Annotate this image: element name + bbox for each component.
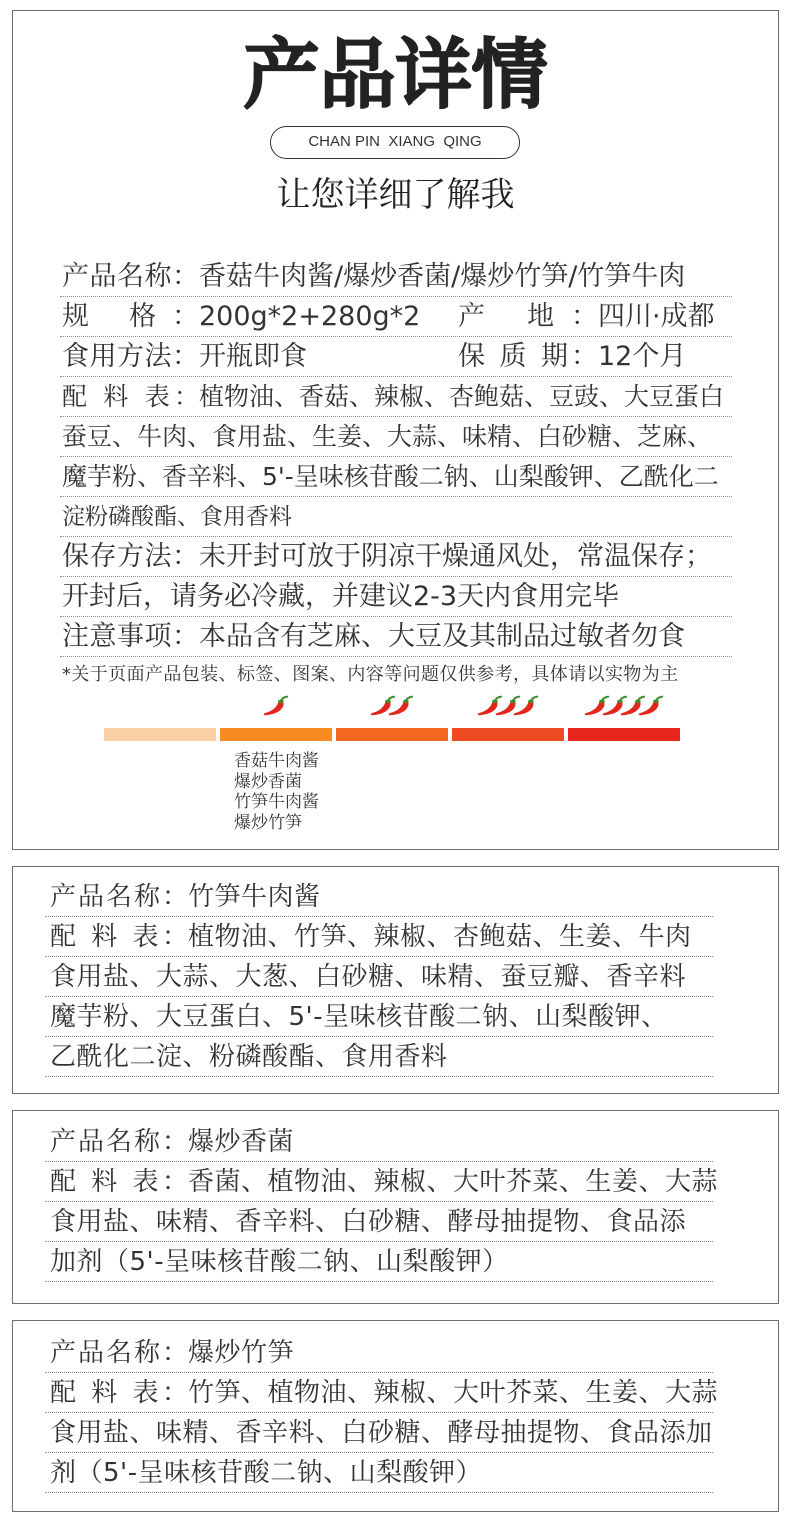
variant-row-ingredients-cont bbox=[45, 1453, 713, 1493]
shelf-life-field bbox=[458, 337, 686, 377]
shelf-life-label: 保 质 期： bbox=[458, 341, 598, 372]
ingredients-line: 植物油、香菇、辣椒、杏鲍菇、豆豉、大豆蛋白 bbox=[199, 382, 725, 411]
spice-product-label: 爆炒香菌 bbox=[234, 771, 302, 792]
storage-line: 未开封可放于阴凉干燥通风处，常温保存； bbox=[199, 541, 712, 572]
variant-ingredients-line: 香菌、植物油、辣椒、大叶芥菜、生姜、大蒜 bbox=[188, 1167, 719, 1197]
notice-label: 注意事项： bbox=[62, 621, 199, 652]
variant-ingredients-label: 配 料 表： bbox=[50, 922, 188, 952]
spec-label: 规 格： bbox=[62, 301, 199, 332]
spice-level-product-list bbox=[234, 751, 319, 833]
ingredients-line: 魔芋粉、香辛料、5'-呈味核苷酸二钠、山梨酸钾、乙酰化二 bbox=[62, 462, 719, 491]
variant-ingredients-line: 食用盐、味精、香辛料、白砂糖、酵母抽提物、食品添加 bbox=[50, 1418, 713, 1448]
variant-name-label: 产品名称： bbox=[50, 1338, 188, 1368]
info-row-ingredients-cont bbox=[60, 457, 732, 497]
info-row-product-name bbox=[60, 257, 732, 297]
chili-pepper-icon bbox=[637, 695, 665, 717]
origin-label: 产 地： bbox=[458, 301, 598, 332]
shelf-life-value: 12个月 bbox=[598, 341, 687, 372]
usage-label: 食用方法： bbox=[62, 341, 199, 372]
variant-row-name bbox=[45, 1333, 713, 1373]
info-row-ingredients-cont bbox=[60, 497, 732, 537]
chili-group-level-3 bbox=[369, 695, 415, 717]
spice-product-label: 竹笋牛肉酱 bbox=[234, 792, 319, 812]
variant-info-table bbox=[45, 877, 713, 1077]
spice-level-1-segment bbox=[104, 728, 216, 741]
variant-row-ingredients-cont bbox=[45, 1202, 713, 1242]
chili-group-level-5 bbox=[583, 695, 665, 717]
variant-row-name bbox=[45, 877, 713, 917]
variant-ingredients-label: 配 料 表： bbox=[50, 1378, 188, 1408]
spice-level-3-segment bbox=[336, 728, 448, 741]
variant-ingredients-line: 植物油、竹笋、辣椒、杏鲍菇、生姜、牛肉 bbox=[188, 922, 692, 952]
info-row-ingredients bbox=[60, 377, 732, 417]
variant-name-value: 爆炒竹笋 bbox=[188, 1338, 295, 1368]
ingredients-line: 淀粉磷酸酯、食用香料 bbox=[62, 504, 292, 530]
product-details-panel bbox=[12, 10, 779, 850]
spice-product-label: 香菇牛肉酱 bbox=[234, 751, 319, 771]
chili-group-level-2 bbox=[262, 695, 290, 717]
spec-value: 200g*2+280g*2 bbox=[199, 301, 421, 332]
spice-level-5-segment bbox=[568, 728, 680, 741]
variant-ingredients-line: 乙酰化二淀、粉磷酸酯、食用香料 bbox=[50, 1042, 448, 1072]
chili-pepper-icon bbox=[262, 695, 290, 717]
spice-product-label: 爆炒竹笋 bbox=[234, 812, 302, 833]
product-name-label: 产品名称： bbox=[62, 261, 199, 292]
page-title: 产品详情 bbox=[243, 30, 548, 119]
product-name-value: 香菇牛肉酱/爆炒香菌/爆炒竹笋/竹笋牛肉 bbox=[199, 261, 686, 292]
storage-line: 开封后，请务必冷藏，并建议2-3天内食用完毕 bbox=[62, 581, 620, 612]
info-row-spec-origin bbox=[60, 297, 732, 337]
storage-label: 保存方法： bbox=[62, 541, 199, 572]
pinyin-pill: CHAN PIN XIANG QING bbox=[270, 126, 520, 159]
spice-level-scale bbox=[13, 695, 778, 731]
variant-panel-fried-mushroom bbox=[12, 1110, 779, 1304]
info-row-ingredients-cont bbox=[60, 417, 732, 457]
variant-row-ingredients-cont bbox=[45, 1242, 713, 1282]
origin-field bbox=[458, 297, 715, 337]
variant-ingredients-line: 竹笋、植物油、辣椒、大叶芥菜、生姜、大蒜 bbox=[188, 1378, 719, 1408]
variant-name-label: 产品名称： bbox=[50, 1127, 188, 1157]
variant-ingredients-line: 魔芋粉、大豆蛋白、5'-呈味核苷酸二钠、山梨酸钾、 bbox=[50, 1002, 668, 1032]
variant-row-ingredients-cont bbox=[45, 957, 713, 997]
variant-info-table bbox=[45, 1333, 719, 1493]
spice-level-2-segment bbox=[220, 728, 332, 741]
variant-name-value: 爆炒香菌 bbox=[188, 1127, 295, 1157]
variant-ingredients-line: 食用盐、大蒜、大葱、白砂糖、味精、蚕豆瓣、香辛料 bbox=[50, 962, 687, 992]
chili-group-level-4 bbox=[476, 695, 540, 717]
variant-panel-bamboo-beef-sauce bbox=[12, 866, 779, 1094]
info-table bbox=[60, 257, 732, 657]
info-row-storage bbox=[60, 537, 732, 577]
ingredients-line: 蚕豆、牛肉、食用盐、生姜、大蒜、味精、白砂糖、芝麻、 bbox=[62, 422, 713, 451]
variant-row-ingredients-cont bbox=[45, 1413, 713, 1453]
variant-ingredients-line: 剂（5'-呈味核苷酸二钠、山梨酸钾） bbox=[50, 1458, 483, 1488]
chili-pepper-icon bbox=[387, 695, 415, 717]
variant-panel-fried-bamboo bbox=[12, 1320, 779, 1512]
info-row-notice bbox=[60, 617, 732, 657]
origin-value: 四川·成都 bbox=[598, 301, 715, 332]
variant-row-ingredients bbox=[45, 917, 713, 957]
usage-value: 开瓶即食 bbox=[199, 341, 307, 372]
disclaimer-note: *关于页面产品包装、标签、图案、内容等问题仅供参考，具体请以实物为主 bbox=[62, 664, 679, 685]
chili-pepper-icon bbox=[512, 695, 540, 717]
variant-row-ingredients-cont bbox=[45, 1037, 713, 1077]
variant-row-name bbox=[45, 1122, 713, 1162]
page-subtitle: 让您详细了解我 bbox=[276, 175, 515, 215]
variant-info-table bbox=[45, 1122, 719, 1282]
variant-ingredients-line: 食用盐、味精、香辛料、白砂糖、酵母抽提物、食品添 bbox=[50, 1207, 687, 1237]
ingredients-label: 配 料 表： bbox=[62, 382, 199, 411]
variant-name-label: 产品名称： bbox=[50, 882, 188, 912]
variant-row-ingredients bbox=[45, 1162, 719, 1202]
variant-ingredients-line: 加剂（5'-呈味核苷酸二钠、山梨酸钾） bbox=[50, 1247, 509, 1277]
variant-row-ingredients bbox=[45, 1373, 719, 1413]
variant-row-ingredients-cont bbox=[45, 997, 713, 1037]
spice-level-4-segment bbox=[452, 728, 564, 741]
variant-name-value: 竹笋牛肉酱 bbox=[188, 882, 321, 912]
variant-ingredients-label: 配 料 表： bbox=[50, 1167, 188, 1197]
info-row-usage-shelf-life bbox=[60, 337, 732, 377]
notice-value: 本品含有芝麻、大豆及其制品过敏者勿食 bbox=[199, 621, 685, 652]
info-row-storage-cont bbox=[60, 577, 732, 617]
